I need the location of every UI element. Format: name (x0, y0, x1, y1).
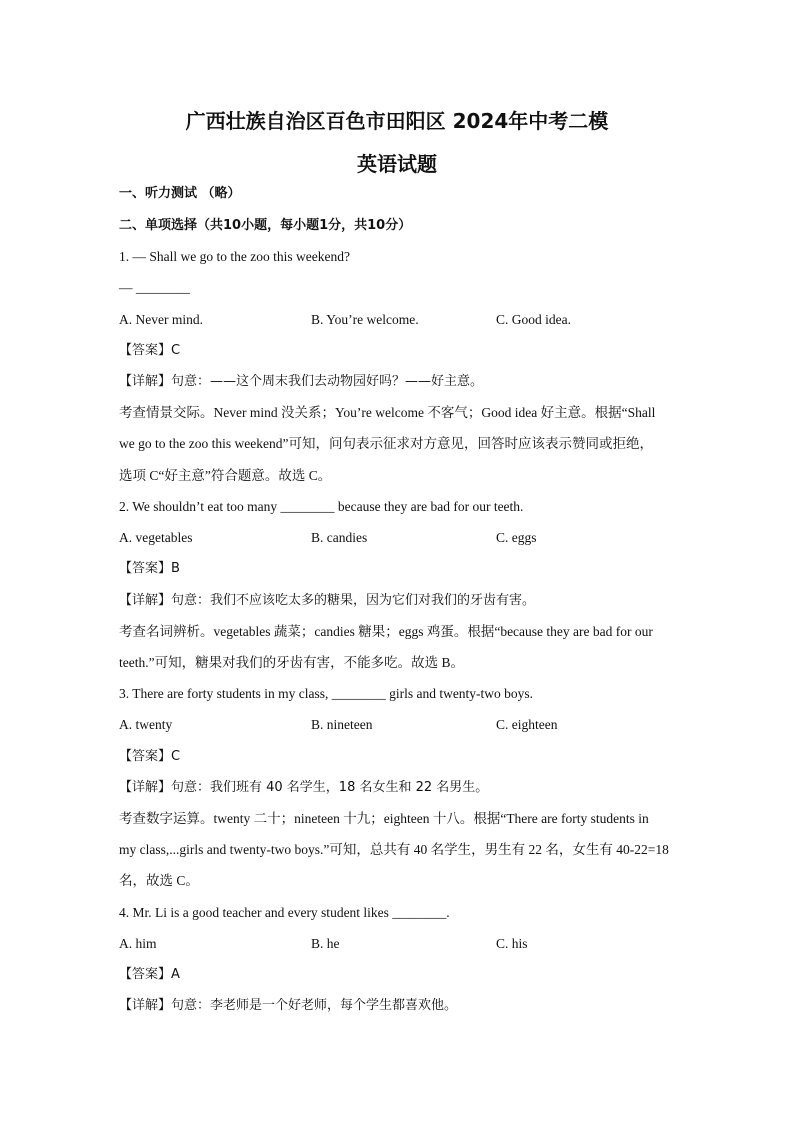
question-1-option-c: C. Good idea. (496, 312, 571, 327)
question-4-option-b: B. he (311, 936, 340, 951)
question-1-stem: 1. — Shall we go to the zoo this weekend? (119, 249, 350, 264)
question-3-explanation-line: 名，故选 C。 (119, 873, 199, 888)
question-3-option-c: C. eighteen (496, 717, 558, 732)
question-2-stem: 2. We shouldn’t eat too many ________ because they are bad for our teeth. (119, 499, 524, 514)
question-4-answer: 【答案】A (119, 967, 180, 982)
section-heading-listening: 一、听力测试 （略） (119, 186, 241, 201)
question-3-explanation-line: 【详解】句意：我们班有 40 名学生，18 名女生和 22 名男生。 (119, 780, 489, 795)
question-2-explanation-line: 【详解】句意：我们不应该吃太多的糖果，因为它们对我们的牙齿有害。 (119, 593, 536, 608)
question-3-answer: 【答案】C (119, 749, 181, 764)
question-1-explanation-line: 选项 C“好主意”符合题意。故选 C。 (119, 468, 332, 483)
question-2-option-c: C. eggs (496, 530, 537, 545)
question-2-explanation-line: 考查名词辨析。vegetables 蔬菜；candies 糖果；eggs 鸡蛋。根据“because they are bad for our (119, 624, 653, 639)
question-3-explanation-line: my class,...girls and twenty-two boys.”可知，总共有 40 名学生，男生有 22 名，女生有 40-22=18 (119, 842, 669, 857)
question-1-option-a: A. Never mind. (119, 312, 203, 327)
question-3-explanation-line: 考查数字运算。twenty 二十；nineteen 十九；eighteen 十八。根据“There are forty students in (119, 811, 649, 826)
question-3-option-b: B. nineteen (311, 717, 373, 732)
section-heading-single-choice: 二、单项选择（共10小题，每小题1分，共10分） (119, 218, 412, 233)
question-1-explanation-line: we go to the zoo this weekend”可知，问句表示征求对方意见，回答时应该表示赞同或拒绝， (119, 436, 653, 451)
question-1-answer: 【答案】C (119, 343, 181, 358)
document-subtitle: 英语试题 (357, 152, 437, 176)
question-4-option-a: A. him (119, 936, 157, 951)
question-3-stem: 3. There are forty students in my class, ________ girls and twenty-two boys. (119, 686, 534, 701)
document-title: 广西壮族自治区百色市田阳区 2024年中考二模 (185, 109, 609, 133)
question-1-option-b: B. You’re welcome. (311, 312, 419, 327)
question-4-stem: 4. Mr. Li is a good teacher and every student likes ________. (119, 905, 450, 920)
question-4-explanation-line: 【详解】句意：李老师是一个好老师，每个学生都喜欢他。 (119, 998, 458, 1013)
question-2-answer: 【答案】B (119, 561, 180, 576)
question-1-explanation-line: 考查情景交际。Never mind 没关系；You’re welcome 不客气；Good idea 好主意。根据“Shall (119, 405, 656, 420)
question-4-option-c: C. his (496, 936, 528, 951)
question-1-reply: — ________ (119, 280, 190, 295)
question-2-option-a: A. vegetables (119, 530, 193, 545)
question-3-option-a: A. twenty (119, 717, 173, 732)
question-1-explanation-line: 【详解】句意：——这个周末我们去动物园好吗？——好主意。 (119, 374, 484, 389)
question-2-option-b: B. candies (311, 530, 368, 545)
question-2-explanation-line: teeth.”可知，糖果对我们的牙齿有害，不能多吃。故选 B。 (119, 655, 464, 670)
